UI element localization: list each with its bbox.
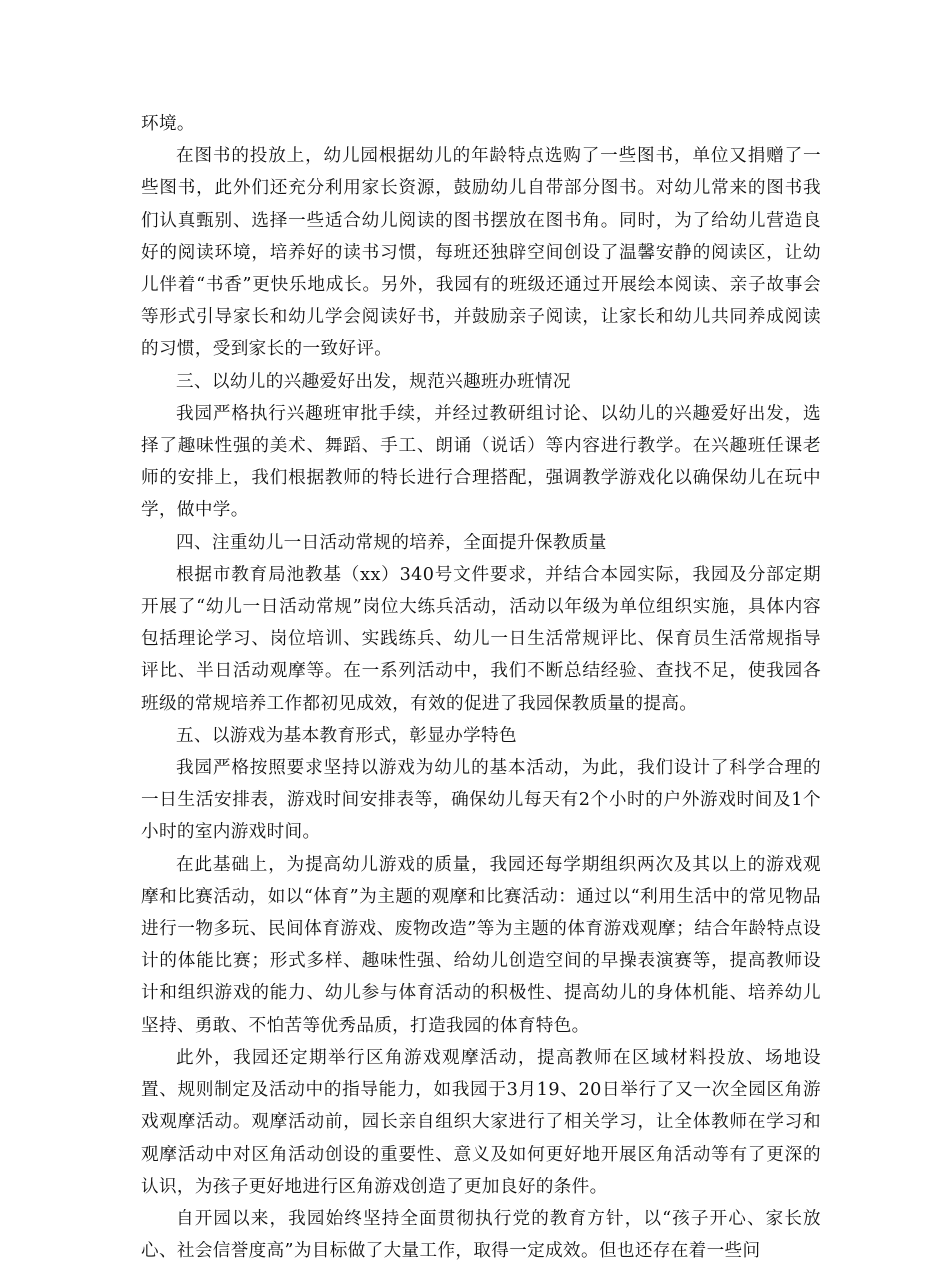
paragraph-library-books: 在图书的投放上，幼儿园根据幼儿的年龄特点选购了一些图书，单位又捐赠了一些图书，此外们还充分利用家长资源，鼓励幼儿自带部分图书。对幼儿常来的图书我们认真甄别、选择一些适合幼儿阅读的图书摆放在图书角。同时，为了给幼儿营造良好的阅读环境，培养好的读书习惯，每班还独辟空间创设了温馨安静的阅读区，让幼儿伴着“书香”更快乐地成长。另外，我园有的班级还通过开展绘本阅读、亲子故事会等形式引导家长和幼儿学会阅读好书，并鼓励亲子阅读，让家长和幼儿共同养成阅读的习惯，受到家长的一致好评。 [141, 146, 821, 360]
paragraph-continuation: 环境。 [141, 114, 195, 134]
paragraph-summary: 自开园以来，我园始终坚持全面贯彻执行党的教育方针，以“孩子开心、家长放心、社会信誉度高”为目标做了大量工作，取得一定成效。但也还存在着一些问 [141, 1208, 821, 1262]
paragraph-daily-routine: 根据市教育局池教基（xx）340号文件要求，并结合本园实际，我园及分部定期开展了“幼儿一日活动常规”岗位大练兵活动，活动以年级为单位组织实施，具体内容包括理论学习、岗位培训、实践练兵、幼儿一日生活常规评比、保育员生活常规指导评比、半日活动观摩等。在一系列活动中，我们不断总结经验、查找不足，使我园各班级的常规培养工作都初见成效，有效的促进了我园保教质量的提高。 [141, 564, 821, 714]
section-heading-3: 三、以幼儿的兴趣爱好出发，规范兴趣班办班情况 [176, 371, 571, 392]
paragraph-game-schedule: 我园严格按照要求坚持以游戏为幼儿的基本活动，为此，我们设计了科学合理的一日生活安排表，游戏时间安排表等，确保幼儿每天有2个小时的户外游戏时间及1个小时的室内游戏时间。 [141, 758, 821, 843]
paragraph-game-competitions: 在此基础上，为提高幼儿游戏的质量，我园还每学期组织两次及其以上的游戏观摩和比赛活动，如以“体育”为主题的观摩和比赛活动：通过以“利用生活中的常见物品进行一物多玩、民间体育游戏、废物改造”等为主题的体育游戏观摩；结合年龄特点设计的体能比赛；形式多样、趣味性强、给幼儿创造空间的早操表演赛等，提高教师设计和组织游戏的能力、幼儿参与体育活动的积极性、提高幼儿的身体机能、培养幼儿坚持、勇敢、不怕苦等优秀品质，打造我园的体育特色。 [141, 854, 821, 1036]
paragraph-corner-games: 此外，我园还定期举行区角游戏观摩活动，提高教师在区域材料投放、场地设置、规则制定及活动中的指导能力，如我园于3月19、20日举行了又一次全园区角游戏观摩活动。观摩活动前，园长亲自组织大家进行了相关学习，让全体教师在学习和观摩活动中对区角活动创设的重要性、意义及如何更好地开展区角活动等有了更深的认识，为孩子更好地进行区角游戏创造了更加良好的条件。 [141, 1047, 821, 1197]
section-heading-5: 五、以游戏为基本教育形式，彰显办学特色 [176, 725, 517, 746]
paragraph-interest-classes: 我园严格执行兴趣班审批手续，并经过教研组讨论、以幼儿的兴趣爱好出发，选择了趣味性强的美术、舞蹈、手工、朗诵（说话）等内容进行教学。在兴趣班任课老师的安排上，我们根据教师的特长进行合理搭配，强调教学游戏化以确保幼儿在玩中学，做中学。 [141, 403, 821, 521]
document-page [141, 108, 821, 1267]
section-heading-4: 四、注重幼儿一日活动常规的培养，全面提升保教质量 [176, 532, 607, 553]
